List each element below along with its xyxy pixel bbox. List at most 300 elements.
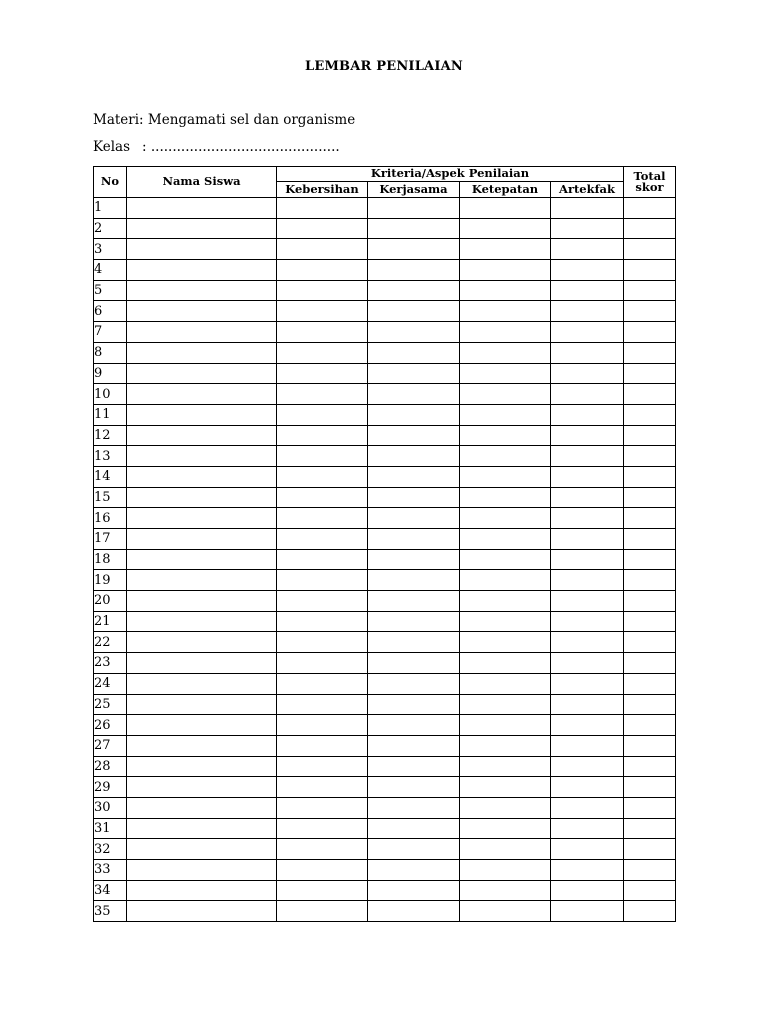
ketepatan-cell (460, 404, 551, 425)
ketepatan-cell (460, 653, 551, 674)
ketepatan-cell (460, 425, 551, 446)
row-number: 19 (94, 570, 127, 591)
artekfak-cell (551, 301, 624, 322)
kebersihan-cell (277, 384, 368, 405)
total-skor-cell (624, 239, 676, 260)
kebersihan-cell (277, 839, 368, 860)
kebersihan-cell (277, 280, 368, 301)
row-number: 10 (94, 384, 127, 405)
total-skor-cell (624, 363, 676, 384)
kebersihan-cell (277, 239, 368, 260)
ketepatan-cell (460, 591, 551, 612)
nama-siswa-cell (127, 797, 277, 818)
kebersihan-cell (277, 549, 368, 570)
artekfak-cell (551, 425, 624, 446)
artekfak-cell (551, 508, 624, 529)
kerjasama-cell (368, 901, 460, 922)
nama-siswa-cell (127, 880, 277, 901)
artekfak-cell (551, 818, 624, 839)
ketepatan-cell (460, 342, 551, 363)
row-number: 29 (94, 777, 127, 798)
artekfak-cell (551, 673, 624, 694)
artekfak-cell (551, 735, 624, 756)
ketepatan-cell (460, 673, 551, 694)
artekfak-cell (551, 260, 624, 281)
row-number: 5 (94, 280, 127, 301)
nama-siswa-cell (127, 570, 277, 591)
total-skor-cell (624, 694, 676, 715)
header-kerjasama: Kerjasama (368, 182, 460, 198)
table-row (94, 549, 676, 570)
row-number: 16 (94, 508, 127, 529)
artekfak-cell (551, 342, 624, 363)
kebersihan-cell (277, 860, 368, 881)
kebersihan-cell (277, 342, 368, 363)
row-number: 2 (94, 218, 127, 239)
total-skor-cell (624, 591, 676, 612)
nama-siswa-cell (127, 549, 277, 570)
table-row (94, 839, 676, 860)
kebersihan-cell (277, 363, 368, 384)
artekfak-cell (551, 901, 624, 922)
row-number: 25 (94, 694, 127, 715)
table-row (94, 735, 676, 756)
total-skor-cell (624, 860, 676, 881)
kerjasama-cell (368, 735, 460, 756)
table-row (94, 818, 676, 839)
nama-siswa-cell (127, 425, 277, 446)
kerjasama-cell (368, 363, 460, 384)
kebersihan-cell (277, 632, 368, 653)
ketepatan-cell (460, 218, 551, 239)
ketepatan-cell (460, 715, 551, 736)
table-row (94, 239, 676, 260)
row-number: 4 (94, 260, 127, 281)
kerjasama-cell (368, 425, 460, 446)
table-row (94, 280, 676, 301)
ketepatan-cell (460, 280, 551, 301)
total-skor-cell (624, 653, 676, 674)
nama-siswa-cell (127, 260, 277, 281)
row-number: 17 (94, 529, 127, 550)
kebersihan-cell (277, 218, 368, 239)
artekfak-cell (551, 218, 624, 239)
artekfak-cell (551, 591, 624, 612)
table-row (94, 260, 676, 281)
total-skor-cell (624, 342, 676, 363)
artekfak-cell (551, 363, 624, 384)
nama-siswa-cell (127, 756, 277, 777)
kebersihan-cell (277, 446, 368, 467)
artekfak-cell (551, 632, 624, 653)
kerjasama-cell (368, 198, 460, 219)
total-skor-cell (624, 260, 676, 281)
kerjasama-cell (368, 529, 460, 550)
kerjasama-cell (368, 591, 460, 612)
kerjasama-cell (368, 715, 460, 736)
kerjasama-cell (368, 342, 460, 363)
nama-siswa-cell (127, 818, 277, 839)
row-number: 20 (94, 591, 127, 612)
ketepatan-cell (460, 260, 551, 281)
row-number: 18 (94, 549, 127, 570)
ketepatan-cell (460, 322, 551, 343)
nama-siswa-cell (127, 901, 277, 922)
kerjasama-cell (368, 466, 460, 487)
row-number: 34 (94, 880, 127, 901)
total-skor-cell (624, 632, 676, 653)
kerjasama-cell (368, 611, 460, 632)
row-number: 12 (94, 425, 127, 446)
ketepatan-cell (460, 301, 551, 322)
table-row (94, 487, 676, 508)
table-row (94, 756, 676, 777)
kelas-label: Kelas (93, 139, 131, 155)
table-row (94, 777, 676, 798)
total-skor-cell (624, 611, 676, 632)
total-skor-cell (624, 715, 676, 736)
kebersihan-cell (277, 673, 368, 694)
nama-siswa-cell (127, 694, 277, 715)
ketepatan-cell (460, 694, 551, 715)
kelas-value: ............................................ (150, 139, 340, 155)
ketepatan-cell (460, 508, 551, 529)
kebersihan-cell (277, 653, 368, 674)
artekfak-cell (551, 239, 624, 260)
total-skor-cell (624, 301, 676, 322)
materi-value: Mengamati sel dan organisme (147, 112, 356, 128)
table-row (94, 880, 676, 901)
ketepatan-cell (460, 818, 551, 839)
kerjasama-cell (368, 322, 460, 343)
kerjasama-cell (368, 508, 460, 529)
nama-siswa-cell (127, 673, 277, 694)
total-skor-cell (624, 446, 676, 467)
nama-siswa-cell (127, 404, 277, 425)
kebersihan-cell (277, 198, 368, 219)
header-no: No (94, 167, 127, 198)
row-number: 28 (94, 756, 127, 777)
row-number: 27 (94, 735, 127, 756)
ketepatan-cell (460, 384, 551, 405)
nama-siswa-cell (127, 715, 277, 736)
kerjasama-cell (368, 777, 460, 798)
artekfak-cell (551, 570, 624, 591)
row-number: 26 (94, 715, 127, 736)
total-skor-cell (624, 198, 676, 219)
row-number: 8 (94, 342, 127, 363)
row-number: 35 (94, 901, 127, 922)
header-nama-siswa: Nama Siswa (127, 167, 277, 198)
kebersihan-cell (277, 591, 368, 612)
nama-siswa-cell (127, 280, 277, 301)
artekfak-cell (551, 549, 624, 570)
nama-siswa-cell (127, 363, 277, 384)
artekfak-cell (551, 611, 624, 632)
table-row (94, 901, 676, 922)
ketepatan-cell (460, 860, 551, 881)
nama-siswa-cell (127, 301, 277, 322)
ketepatan-cell (460, 363, 551, 384)
ketepatan-cell (460, 777, 551, 798)
kebersihan-cell (277, 880, 368, 901)
total-skor-cell (624, 880, 676, 901)
table-row (94, 591, 676, 612)
nama-siswa-cell (127, 487, 277, 508)
ketepatan-cell (460, 239, 551, 260)
artekfak-cell (551, 653, 624, 674)
kerjasama-cell (368, 384, 460, 405)
assessment-table (93, 166, 676, 922)
kerjasama-cell (368, 632, 460, 653)
total-skor-cell (624, 508, 676, 529)
nama-siswa-cell (127, 653, 277, 674)
total-skor-cell (624, 404, 676, 425)
table-body (94, 198, 676, 922)
kebersihan-cell (277, 715, 368, 736)
kerjasama-cell (368, 818, 460, 839)
nama-siswa-cell (127, 591, 277, 612)
artekfak-cell (551, 384, 624, 405)
table-row (94, 384, 676, 405)
kerjasama-cell (368, 404, 460, 425)
kerjasama-cell (368, 880, 460, 901)
kebersihan-cell (277, 756, 368, 777)
kebersihan-cell (277, 694, 368, 715)
total-skor-cell (624, 487, 676, 508)
row-number: 21 (94, 611, 127, 632)
nama-siswa-cell (127, 611, 277, 632)
ketepatan-cell (460, 466, 551, 487)
ketepatan-cell (460, 735, 551, 756)
page-title: LEMBAR PENILAIAN (305, 59, 463, 74)
kerjasama-cell (368, 239, 460, 260)
kerjasama-cell (368, 694, 460, 715)
ketepatan-cell (460, 487, 551, 508)
table-row (94, 198, 676, 219)
table-row (94, 611, 676, 632)
artekfak-cell (551, 404, 624, 425)
nama-siswa-cell (127, 342, 277, 363)
ketepatan-cell (460, 611, 551, 632)
table-row (94, 860, 676, 881)
row-number: 32 (94, 839, 127, 860)
total-skor-cell (624, 839, 676, 860)
header-kebersihan: Kebersihan (277, 182, 368, 198)
nama-siswa-cell (127, 508, 277, 529)
kerjasama-cell (368, 570, 460, 591)
table-row (94, 446, 676, 467)
kebersihan-cell (277, 611, 368, 632)
artekfak-cell (551, 322, 624, 343)
table-row (94, 508, 676, 529)
table-row (94, 529, 676, 550)
total-skor-cell (624, 797, 676, 818)
total-skor-cell (624, 570, 676, 591)
artekfak-cell (551, 529, 624, 550)
materi-label: Materi: (93, 112, 144, 128)
artekfak-cell (551, 694, 624, 715)
nama-siswa-cell (127, 860, 277, 881)
row-number: 6 (94, 301, 127, 322)
artekfak-cell (551, 860, 624, 881)
kebersihan-cell (277, 466, 368, 487)
row-number: 11 (94, 404, 127, 425)
table-row (94, 218, 676, 239)
total-skor-cell (624, 735, 676, 756)
header-total-line2: skor (635, 180, 664, 194)
kerjasama-cell (368, 549, 460, 570)
artekfak-cell (551, 715, 624, 736)
artekfak-cell (551, 198, 624, 219)
total-skor-cell (624, 529, 676, 550)
row-number: 23 (94, 653, 127, 674)
kerjasama-cell (368, 839, 460, 860)
nama-siswa-cell (127, 735, 277, 756)
row-number: 9 (94, 363, 127, 384)
table-row (94, 322, 676, 343)
total-skor-cell (624, 549, 676, 570)
nama-siswa-cell (127, 198, 277, 219)
row-number: 14 (94, 466, 127, 487)
kebersihan-cell (277, 425, 368, 446)
ketepatan-cell (460, 839, 551, 860)
total-skor-cell (624, 384, 676, 405)
kerjasama-cell (368, 218, 460, 239)
nama-siswa-cell (127, 384, 277, 405)
row-number: 3 (94, 239, 127, 260)
artekfak-cell (551, 280, 624, 301)
total-skor-cell (624, 425, 676, 446)
table-row (94, 301, 676, 322)
artekfak-cell (551, 777, 624, 798)
row-number: 33 (94, 860, 127, 881)
kerjasama-cell (368, 446, 460, 467)
artekfak-cell (551, 466, 624, 487)
kerjasama-cell (368, 487, 460, 508)
ketepatan-cell (460, 529, 551, 550)
ketepatan-cell (460, 880, 551, 901)
nama-siswa-cell (127, 322, 277, 343)
table-row (94, 797, 676, 818)
header-total-line1: Total (633, 168, 666, 183)
row-number: 15 (94, 487, 127, 508)
ketepatan-cell (460, 198, 551, 219)
kebersihan-cell (277, 301, 368, 322)
nama-siswa-cell (127, 529, 277, 550)
nama-siswa-cell (127, 839, 277, 860)
kebersihan-cell (277, 570, 368, 591)
table-row (94, 570, 676, 591)
kebersihan-cell (277, 818, 368, 839)
table-row (94, 363, 676, 384)
artekfak-cell (551, 797, 624, 818)
row-number: 31 (94, 818, 127, 839)
artekfak-cell (551, 880, 624, 901)
artekfak-cell (551, 487, 624, 508)
nama-siswa-cell (127, 632, 277, 653)
header-ketepatan: Ketepatan (460, 182, 551, 198)
row-number: 24 (94, 673, 127, 694)
nama-siswa-cell (127, 218, 277, 239)
total-skor-cell (624, 466, 676, 487)
table-row (94, 342, 676, 363)
artekfak-cell (551, 839, 624, 860)
kebersihan-cell (277, 487, 368, 508)
row-number: 13 (94, 446, 127, 467)
row-number: 30 (94, 797, 127, 818)
kerjasama-cell (368, 860, 460, 881)
kebersihan-cell (277, 777, 368, 798)
kerjasama-cell (368, 301, 460, 322)
kebersihan-cell (277, 404, 368, 425)
table-row (94, 466, 676, 487)
total-skor-cell (624, 818, 676, 839)
table-row (94, 404, 676, 425)
ketepatan-cell (460, 632, 551, 653)
kebersihan-cell (277, 797, 368, 818)
table-row (94, 653, 676, 674)
artekfak-cell (551, 446, 624, 467)
row-number: 1 (94, 198, 127, 219)
ketepatan-cell (460, 756, 551, 777)
materi-line (93, 112, 355, 128)
table-row (94, 715, 676, 736)
table-row (94, 425, 676, 446)
kelas-separator: : (142, 139, 147, 155)
kebersihan-cell (277, 529, 368, 550)
kelas-line (93, 139, 340, 155)
header-total-skor (624, 167, 676, 198)
header-artekfak: Artekfak (551, 182, 624, 198)
total-skor-cell (624, 777, 676, 798)
ketepatan-cell (460, 549, 551, 570)
total-skor-cell (624, 901, 676, 922)
nama-siswa-cell (127, 466, 277, 487)
kebersihan-cell (277, 735, 368, 756)
kerjasama-cell (368, 653, 460, 674)
artekfak-cell (551, 756, 624, 777)
kerjasama-cell (368, 280, 460, 301)
ketepatan-cell (460, 797, 551, 818)
nama-siswa-cell (127, 446, 277, 467)
nama-siswa-cell (127, 239, 277, 260)
ketepatan-cell (460, 446, 551, 467)
total-skor-cell (624, 673, 676, 694)
ketepatan-cell (460, 570, 551, 591)
kebersihan-cell (277, 901, 368, 922)
kerjasama-cell (368, 260, 460, 281)
header-kriteria: Kriteria/Aspek Penilaian (277, 167, 624, 182)
table-row (94, 673, 676, 694)
kerjasama-cell (368, 673, 460, 694)
table-row (94, 632, 676, 653)
ketepatan-cell (460, 901, 551, 922)
kerjasama-cell (368, 797, 460, 818)
kebersihan-cell (277, 322, 368, 343)
kerjasama-cell (368, 756, 460, 777)
row-number: 7 (94, 322, 127, 343)
kebersihan-cell (277, 260, 368, 281)
table-row (94, 694, 676, 715)
total-skor-cell (624, 280, 676, 301)
nama-siswa-cell (127, 777, 277, 798)
kebersihan-cell (277, 508, 368, 529)
row-number: 22 (94, 632, 127, 653)
total-skor-cell (624, 218, 676, 239)
total-skor-cell (624, 756, 676, 777)
total-skor-cell (624, 322, 676, 343)
